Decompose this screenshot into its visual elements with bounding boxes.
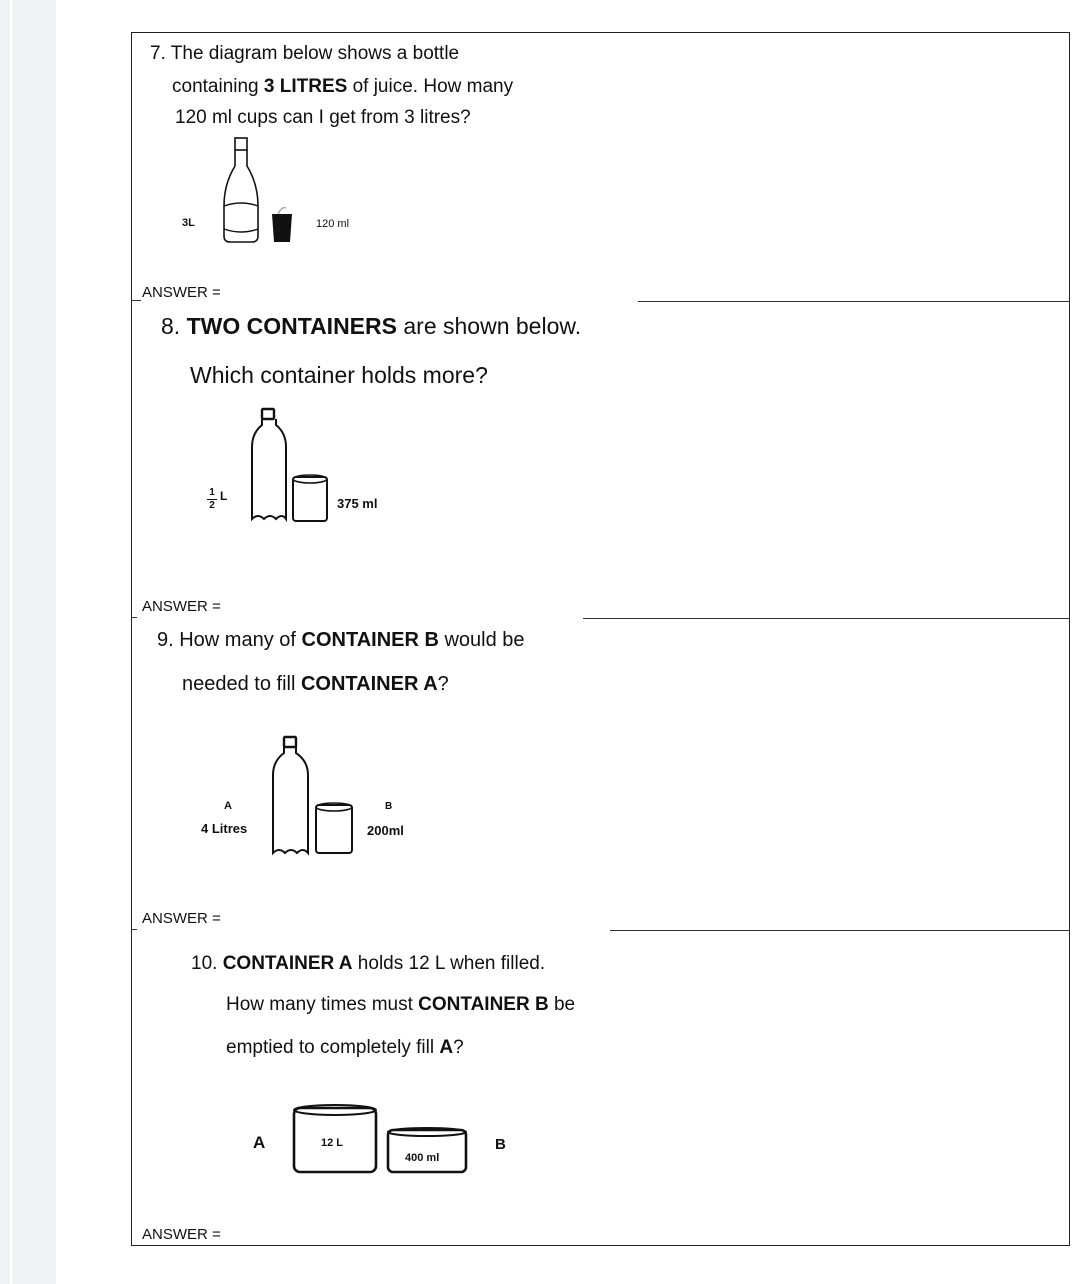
q10-container-b-volume: 400 ml: [405, 1152, 440, 1164]
q7-cup-label: 120 ml: [316, 218, 350, 230]
q9-line-2: needed to fill CONTAINER A?: [182, 673, 449, 695]
q8-answer-label: ANSWER =: [142, 598, 221, 615]
q9-container-a-volume: 4 Litres: [201, 821, 248, 836]
q8-line-1: 8. TWO CONTAINERS are shown below.: [161, 313, 582, 339]
q9-container-b-volume: 200ml: [367, 823, 404, 838]
q10-container-a-letter: A: [253, 1133, 266, 1152]
q9-answer-rule: [610, 930, 1070, 931]
q9-answer-label: ANSWER =: [142, 910, 221, 927]
q9-answer-rule-left: [131, 929, 137, 930]
q8-answer-rule-left: [131, 617, 137, 618]
q7-answer-rule-left: [131, 300, 141, 301]
q8-cup-label: 375 ml: [337, 496, 378, 511]
q7-answer-label: ANSWER =: [142, 284, 221, 301]
q10-containers-illustration: [290, 1102, 472, 1176]
q10-answer-label: ANSWER =: [142, 1226, 221, 1243]
left-margin-bar: [0, 0, 56, 1284]
q10-line-2: How many times must CONTAINER B be: [226, 994, 576, 1015]
q7-answer-rule: [638, 301, 1070, 302]
q9-bottle-illustration: [271, 735, 361, 859]
q10-line-1: 10. CONTAINER A holds 12 L when filled.: [191, 953, 546, 974]
q7-line-1: 7. The diagram below shows a bottle: [150, 43, 460, 64]
q8-answer-rule: [583, 618, 1070, 619]
q9-container-a-letter: A: [224, 800, 232, 812]
q10-container-b-letter: B: [495, 1136, 506, 1153]
q8-bottle-unit: L: [220, 489, 228, 503]
q9-line-1: 9. How many of CONTAINER B would be: [157, 629, 525, 651]
q8-bottle-illustration: [250, 407, 334, 531]
q7-line-2: containing 3 LITRES of juice. How many: [172, 76, 514, 97]
q8-bottle-fraction: 1 2: [206, 488, 218, 511]
q8-line-2: Which container holds more?: [190, 362, 488, 388]
q10-line-3: emptied to completely fill A?: [226, 1037, 464, 1058]
q10-container-a-volume: 12 L: [321, 1137, 344, 1149]
q7-bottle-label: 3L: [182, 217, 195, 229]
q9-container-b-letter: B: [385, 801, 393, 812]
q7-line-3: 120 ml cups can I get from 3 litres?: [175, 107, 471, 128]
q7-bottle-illustration: [218, 136, 306, 248]
